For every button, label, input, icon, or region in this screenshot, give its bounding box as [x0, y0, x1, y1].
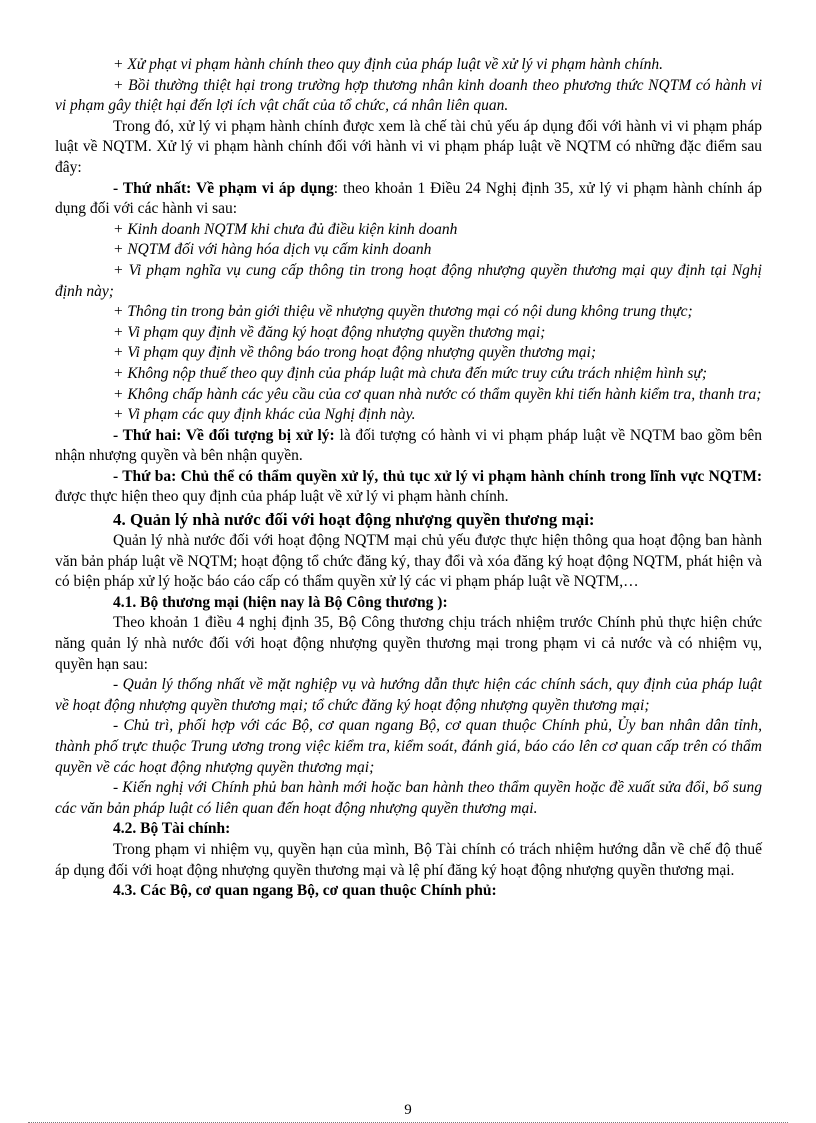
- subject-text: là đối tượng có hành vi vi phạm pháp luật về NQTM bao gồm bên nhận nhượng quyền và bên nhận quyền.: [55, 426, 763, 465]
- scope-text: : theo khoản 1 Điều 24 Nghị định 35, xử lý vi phạm hành chính áp dụng đối với các hành vi sau:: [55, 179, 763, 218]
- paragraph: Quản lý nhà nước đối với hoạt động NQTM mại chủ yếu được thực hiện thông qua hoạt động ban hành văn bản pháp luật về NQTM; hoạt động tổ chức đăng ký, thay đổi và xóa đăng ký hoạt động NQTM, phát hiện và có biện pháp xử lý hoặc báo cáo cấp có thẩm quyền xử lý các vi phạm pháp luật về NQTM,…: [55, 532, 762, 591]
- section-heading-4: 4. Quản lý nhà nước đối với hoạt động nhượng quyền thương mại:: [113, 510, 595, 530]
- subsection-heading-4-2: 4.2. Bộ Tài chính:: [113, 820, 231, 838]
- paragraph: Trong đó, xử lý vi phạm hành chính được xem là chế tài chủ yếu áp dụng đối với hành vi vi phạm pháp luật về NQTM. Xử lý vi phạm hành chính đối với hành vi vi phạm pháp luật về NQTM có những đặc điểm sau đây:: [55, 117, 762, 176]
- paragraph: Theo khoản 1 điều 4 nghị định 35, Bộ Công thương chịu trách nhiệm trước Chính phủ thực hiện chức năng quản lý nhà nước đối với hoạt động nhượng quyền thương mại trong phạm vi cả nước và có nhiệm vụ, quyền hạn sau:: [55, 614, 762, 673]
- duty-item: - Kiến nghị với Chính phủ ban hành mới hoặc ban hành theo thẩm quyền hoặc đề xuất sửa đổi, bổ sung các văn bản pháp luật có liên quan đến hoạt động nhượng quyền thương mại.: [55, 779, 762, 817]
- list-item: + Kinh doanh NQTM khi chưa đủ điều kiện kinh doanh: [113, 220, 458, 238]
- subsection-heading-4-3: 4.3. Các Bộ, cơ quan ngang Bộ, cơ quan thuộc Chính phủ:: [113, 882, 497, 900]
- paragraph-subject: [55, 426, 762, 467]
- scope-heading: - Thứ nhất: Về phạm vi áp dụng: [113, 179, 334, 197]
- sanction-item: + Bồi thường thiệt hại trong trường hợp thương nhân kinh doanh theo phương thức NQTM có hành vi vi phạm gây thiệt hại đến lợi ích vật chất của tổ chức, cá nhân liên quan.: [55, 76, 762, 115]
- list-item: + Vi phạm quy định về đăng ký hoạt động nhượng quyền thương mại;: [113, 323, 546, 341]
- document-body: [55, 55, 762, 902]
- paragraph-authority: [55, 467, 762, 508]
- authority-heading: - Thứ ba: Chủ thể có thẩm quyền xử lý, thủ tục xử lý vi phạm hành chính trong lĩnh vực NQTM:: [113, 467, 762, 485]
- paragraph: Trong phạm vi nhiệm vụ, quyền hạn của mình, Bộ Tài chính có trách nhiệm hướng dẫn về chế độ thuế áp dụng đối với hoạt động nhượng quyền thương mại và lệ phí đăng ký hoạt động nhượng quyền thương mại.: [55, 840, 762, 879]
- page-number: 9: [404, 1102, 412, 1118]
- subsection-heading-4-1: 4.1. Bộ thương mại (hiện nay là Bộ Công thương ):: [113, 593, 448, 611]
- authority-text: được thực hiện theo quy định của pháp luật về xử lý vi phạm hành chính.: [55, 488, 509, 506]
- list-item: + Không nộp thuế theo quy định của pháp luật mà chưa đến mức truy cứu trách nhiệm hình sự;: [113, 364, 708, 382]
- duty-item: - Quản lý thống nhất về mặt nghiệp vụ và hướng dẫn thực hiện các chính sách, quy định của pháp luật về hoạt động nhượng quyền thương mại; tổ chức đăng ký hoạt động nhượng quyền thương mại;: [55, 676, 762, 714]
- list-item: + Không chấp hành các yêu cầu của cơ quan nhà nước có thẩm quyền khi tiến hành kiểm tra, thanh tra;: [113, 385, 762, 403]
- list-item: + Vi phạm quy định về thông báo trong hoạt động nhượng quyền thương mại;: [113, 344, 597, 362]
- subject-heading: - Thứ hai: Về đối tượng bị xử lý:: [113, 426, 335, 444]
- list-item: + NQTM đối với hàng hóa dịch vụ cấm kinh doanh: [113, 241, 432, 259]
- list-item: + Thông tin trong bản giới thiệu về nhượng quyền thương mại có nội dung không trung thực;: [113, 303, 693, 321]
- duty-item: - Chủ trì, phối hợp với các Bộ, cơ quan ngang Bộ, cơ quan thuộc Chính phủ, Ủy ban nhân dân tỉnh, thành phố trực thuộc Trung ương trong việc kiểm tra, kiểm soát, đánh giá, báo cáo lên cơ quan cấp trên có thẩm quyền về các hoạt động nhượng quyền thương mại;: [55, 717, 762, 776]
- paragraph-scope: [55, 179, 762, 220]
- list-item: + Vi phạm các quy định khác của Nghị định này.: [113, 406, 416, 424]
- list-item: + Vi phạm nghĩa vụ cung cấp thông tin trong hoạt động nhượng quyền thương mại quy định tại Nghị định này;: [55, 261, 762, 300]
- sanction-item: + Xử phạt vi phạm hành chính theo quy định của pháp luật về xử lý vi phạm hành chính.: [113, 56, 663, 73]
